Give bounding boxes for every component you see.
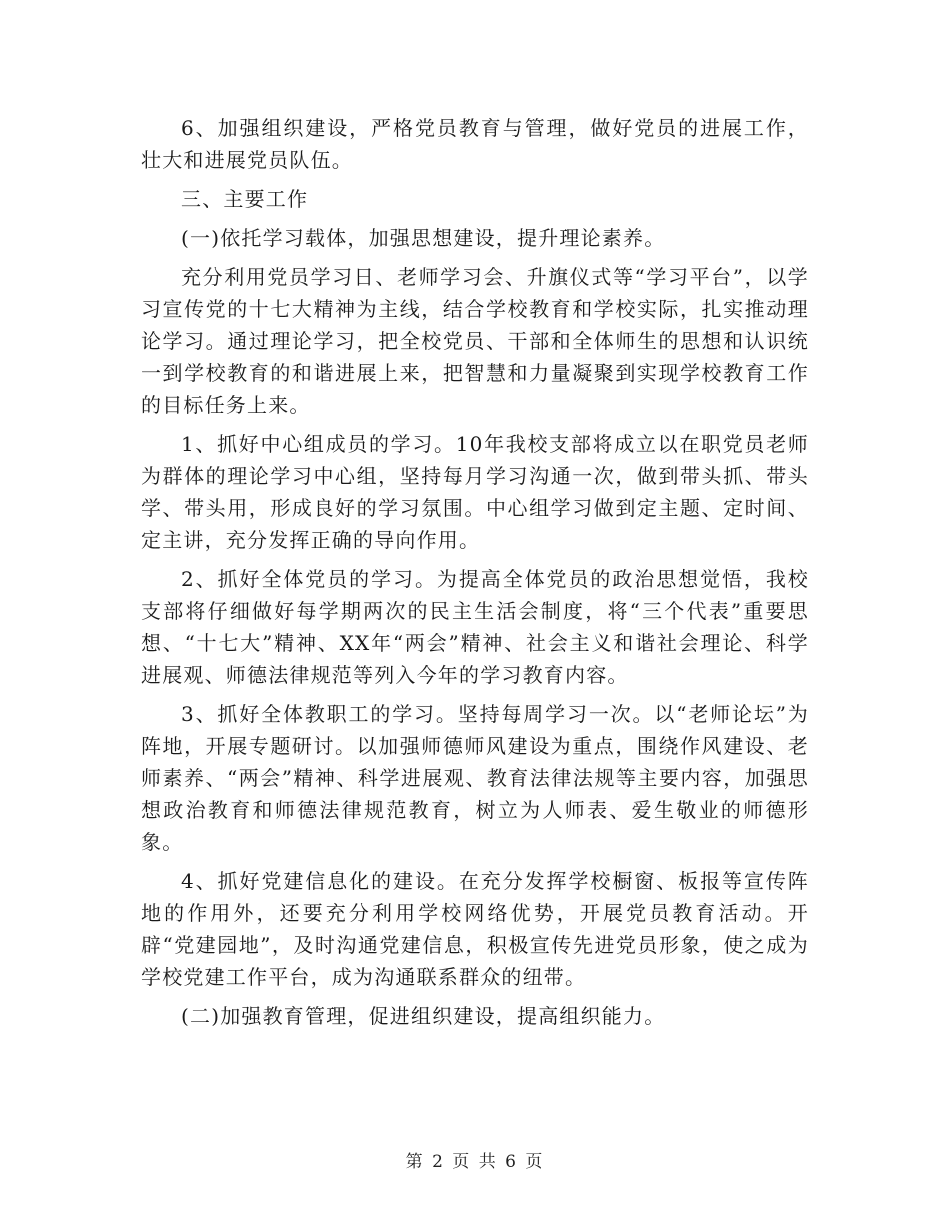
page-number: 第 2 页 共 6 页 [405, 1152, 545, 1172]
paragraph-goal-6: 6、加强组织建设，严格党员教育与管理，做好党员的进展工作，壮大和进展党员队伍。 [141, 116, 809, 172]
subsection-heading-2: (二)加强教育管理，促进组织建设，提高组织能力。 [181, 1004, 666, 1028]
section-heading-main-work: 三、主要工作 [181, 187, 309, 211]
paragraph-item-1: 1、抓好中心组成员的学习。10年我校支部将成立以在职党员老师为群体的理论学习中心组，坚持每月学习沟通一次，做到带头抓、带头学、带头用，形成良好的学习氛围。中心组学习做到定主题、定时间、定主讲，充分发挥正确的导向作用。 [141, 432, 809, 552]
paragraph-item-2: 2、抓好全体党员的学习。为提高全体党员的政治思想觉悟，我校支部将仔细做好每学期两次的民主生活会制度，将“三个代表”重要思想、“十七大”精神、XX年“两会”精神、社会主义和谐社会理论、科学进展观、师德法律规范等列入今年的学习教育内容。 [141, 567, 809, 687]
document-body [141, 112, 809, 1032]
paragraph-item-4: 4、抓好党建信息化的建设。在充分发挥学校橱窗、板报等宣传阵地的作用外，还要充分利用学校网络优势，开展党员教育活动。开辟“党建园地”，及时沟通党建信息，积极宣传先进党员形象，使之成为学校党建工作平台，成为沟通联系群众的纽带。 [141, 869, 809, 989]
paragraph-study-platform: 充分利用党员学习日、老师学习会、升旗仪式等“学习平台”，以学习宣传党的十七大精神为主线，结合学校教育和学校实际，扎实推动理论学习。通过理论学习，把全校党员、干部和全体师生的思想和认识统一到学校教育的和谐进展上来，把智慧和力量凝聚到实现学校教育工作的目标任务上来。 [141, 265, 809, 417]
subsection-heading-1: (一)依托学习载体，加强思想建设，提升理论素养。 [181, 226, 666, 250]
paragraph-item-3: 3、抓好全体教职工的学习。坚持每周学习一次。以“老师论坛”为阵地，开展专题研讨。以加强师德师风建设为重点，围绕作风建设、老师素养、“两会”精神、科学进展观、教育法律法规等主要内容，加强思想政治教育和师德法律规范教育，树立为人师表、爱生敬业的师德形象。 [141, 702, 809, 854]
